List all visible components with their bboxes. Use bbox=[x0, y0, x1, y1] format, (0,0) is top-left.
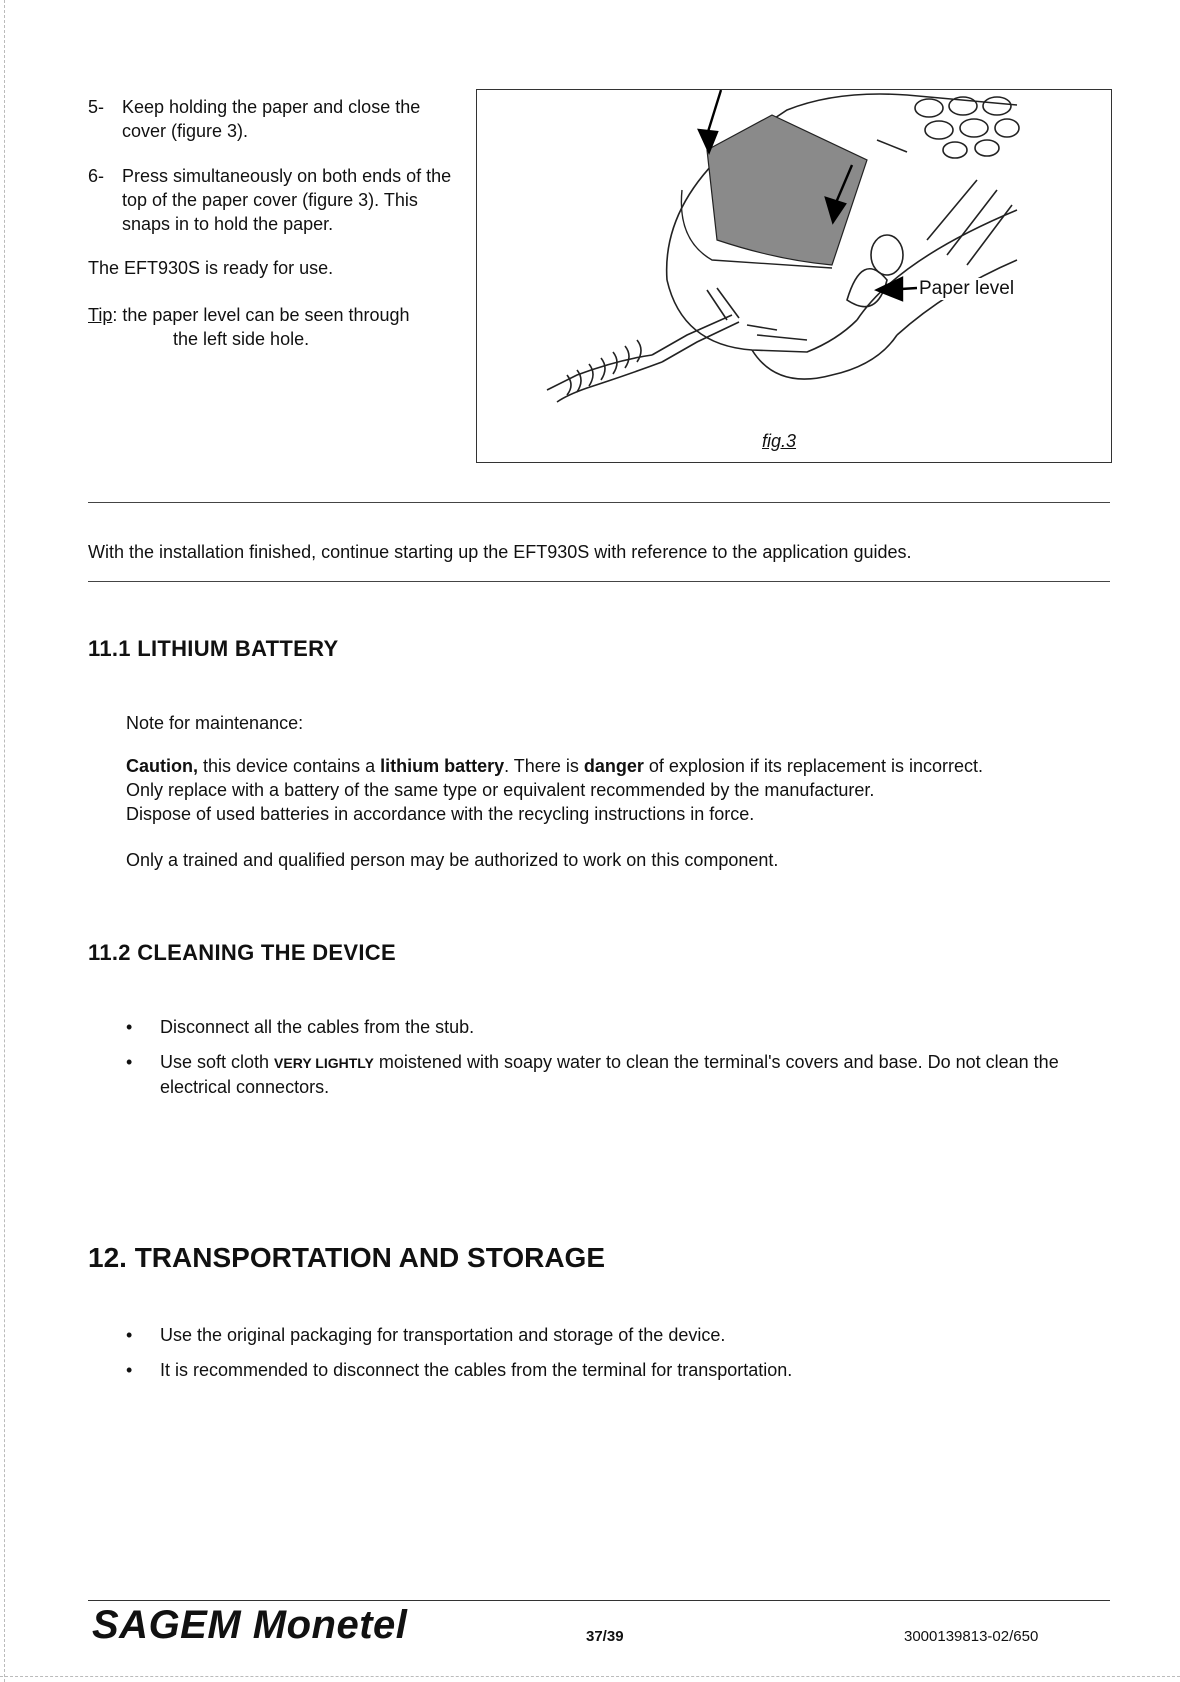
page-number: 37/39 bbox=[586, 1628, 624, 1645]
list-item bbox=[126, 1015, 1110, 1039]
heading-transportation: 12. TRANSPORTATION AND STORAGE bbox=[88, 1242, 606, 1273]
trained-person-text: Only a trained and qualified person may be authorized to work on this component. bbox=[126, 850, 779, 870]
divider-bottom bbox=[88, 581, 1110, 582]
company-logo: SAGEM Monetel bbox=[92, 1603, 408, 1647]
lithium-battery-emphasis: lithium battery bbox=[380, 756, 505, 776]
bullet-text bbox=[160, 1050, 1096, 1099]
bullet-icon: • bbox=[126, 1052, 133, 1072]
figure-3 bbox=[476, 89, 1112, 463]
disposal-text: Dispose of used batteries in accordance with the recycling instructions in force. bbox=[126, 804, 755, 824]
step-text: Keep holding the paper and close the cover (figure 3). bbox=[122, 97, 421, 141]
list-item bbox=[126, 1358, 1110, 1382]
divider-top bbox=[88, 502, 1110, 503]
step-number: 6- bbox=[88, 166, 105, 186]
list-item bbox=[126, 1323, 1110, 1347]
caution-text: . There is bbox=[504, 756, 584, 776]
maintenance-note: Note for maintenance: bbox=[126, 713, 304, 733]
footer-divider bbox=[88, 1600, 1110, 1601]
caution-paragraph bbox=[126, 754, 1110, 826]
tip-label: Tip bbox=[88, 305, 113, 325]
list-item bbox=[126, 1050, 1096, 1099]
figure-caption: fig.3 bbox=[762, 431, 797, 451]
bullet-text-part: Use soft cloth bbox=[160, 1052, 275, 1072]
paper-level-arrow bbox=[877, 278, 917, 300]
terminal-illustration bbox=[477, 90, 1111, 462]
caution-text: of explosion if its replacement is incorrect. bbox=[643, 756, 983, 776]
tip-text-cont: the left side hole. bbox=[173, 329, 310, 349]
step-5 bbox=[88, 95, 468, 143]
scan-edge-left bbox=[4, 0, 5, 1682]
bullet-icon: • bbox=[126, 1325, 133, 1345]
replacement-text: Only replace with a battery of the same type or equivalent recommended by the manufacturer. bbox=[126, 780, 875, 800]
ready-text: The EFT930S is ready for use. bbox=[88, 258, 334, 278]
heading-cleaning: 11.2 CLEANING THE DEVICE bbox=[88, 940, 396, 965]
bullet-text: Disconnect all the cables from the stub. bbox=[160, 1017, 475, 1037]
danger-emphasis: danger bbox=[583, 756, 644, 776]
paper-level-callout: Paper level bbox=[919, 278, 1015, 299]
bullet-text: It is recommended to disconnect the cables from the terminal for transportation. bbox=[160, 1360, 793, 1380]
step-number: 5- bbox=[88, 97, 105, 117]
step-6 bbox=[88, 164, 468, 236]
installation-note: With the installation finished, continue starting up the EFT930S with reference to the application guides. bbox=[88, 542, 912, 562]
step-text: Press simultaneously on both ends of the top of the paper cover (figure 3). This snaps in to hold the paper. bbox=[122, 166, 452, 234]
caution-text: this device contains a bbox=[198, 756, 381, 776]
very-lightly-emphasis: VERY LIGHTLY bbox=[274, 1055, 374, 1071]
heading-lithium-battery: 11.1 LITHIUM BATTERY bbox=[88, 636, 339, 661]
bullet-text-part: moistened with soapy water to clean the terminal's covers and base. Do not clean the electrical connectors. bbox=[160, 1052, 1059, 1097]
tip-text: : the paper level can be seen through bbox=[112, 305, 410, 325]
tip-paragraph bbox=[88, 303, 468, 351]
caution-label: Caution, bbox=[126, 756, 198, 776]
paper-sheet bbox=[707, 115, 867, 265]
document-number: 3000139813-02/650 bbox=[904, 1628, 1039, 1645]
bullet-icon: • bbox=[126, 1360, 133, 1380]
scan-edge-bottom bbox=[0, 1676, 1180, 1677]
bullet-text: Use the original packaging for transportation and storage of the device. bbox=[160, 1325, 726, 1345]
bullet-icon: • bbox=[126, 1017, 133, 1037]
